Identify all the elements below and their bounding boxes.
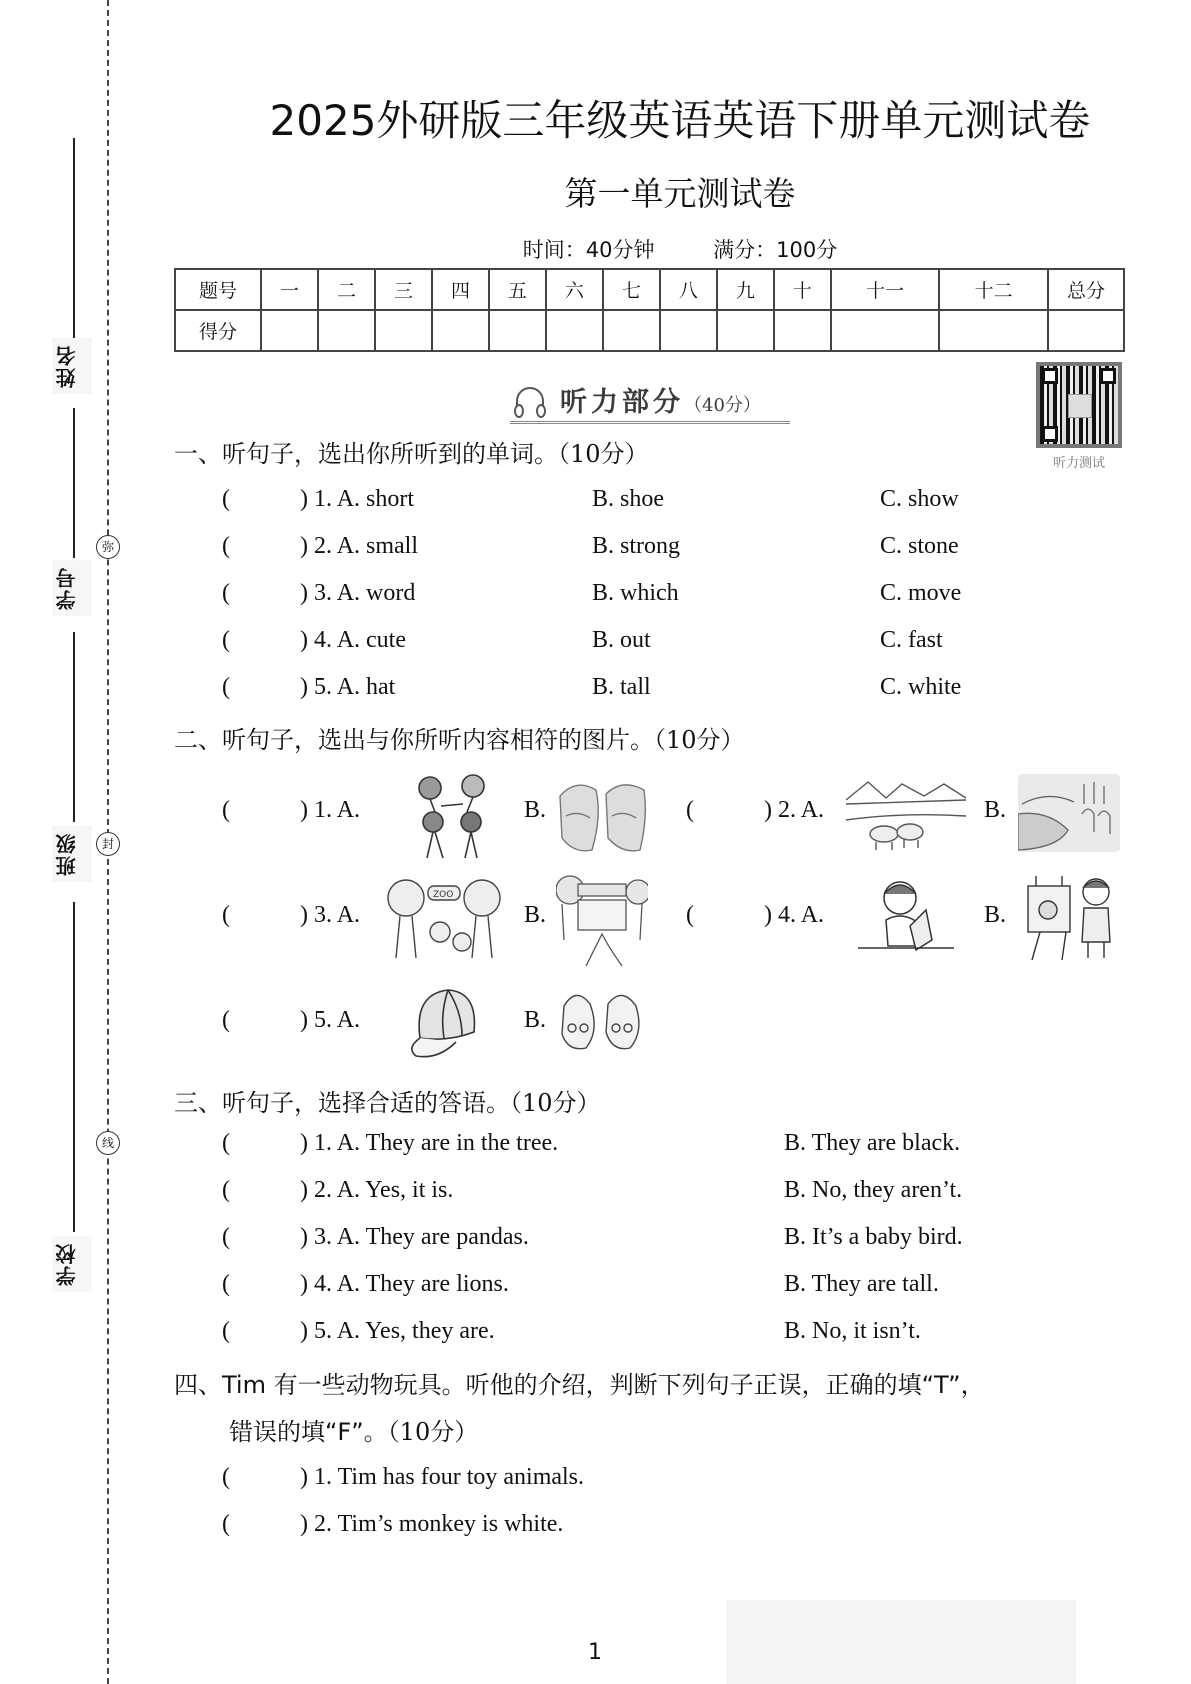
s1-item-2: ( ) 2. A. small B. strong C. stone bbox=[222, 533, 1082, 565]
score-col-10: 十 bbox=[774, 269, 831, 310]
seal-xian: 线 bbox=[96, 1131, 120, 1155]
qr-logo bbox=[1068, 394, 1092, 418]
s3-item-2: ( ) 2. A. Yes, it is. B. No, they aren’t. bbox=[222, 1177, 1082, 1209]
score-col-12: 十二 bbox=[939, 269, 1048, 310]
score-cell[interactable] bbox=[375, 310, 432, 351]
score-cell[interactable] bbox=[432, 310, 489, 351]
score-col-1: 一 bbox=[261, 269, 318, 310]
score-table-header-row bbox=[175, 269, 1124, 310]
s2-item-2: ( ) 2. A. B. bbox=[686, 797, 1086, 829]
answer-blank[interactable] bbox=[234, 580, 294, 610]
answer-blank[interactable] bbox=[234, 1271, 294, 1301]
picture-zoo-gate-animals[interactable] bbox=[386, 876, 502, 960]
banner-underline bbox=[510, 421, 790, 424]
picture-boy-reading[interactable] bbox=[856, 876, 956, 956]
score-col-4: 四 bbox=[432, 269, 489, 310]
score-cell[interactable] bbox=[489, 310, 546, 351]
picture-lion-dance[interactable] bbox=[556, 776, 648, 856]
class-field-label: 班级 bbox=[52, 826, 92, 882]
score-cell[interactable] bbox=[546, 310, 603, 351]
score-cell[interactable] bbox=[603, 310, 660, 351]
score-col-total: 总分 bbox=[1048, 269, 1124, 310]
picture-tiger-shoes[interactable] bbox=[556, 986, 648, 1052]
answer-blank[interactable] bbox=[698, 902, 758, 932]
score-table bbox=[174, 268, 1125, 352]
section-1-heading: 一、听句子，选出你所听到的单词。（10分） bbox=[174, 440, 649, 468]
answer-blank[interactable] bbox=[234, 1224, 294, 1254]
s2-item-4: ( ) 4. A. B. bbox=[686, 902, 1086, 934]
answer-blank[interactable] bbox=[234, 486, 294, 516]
headphones-icon bbox=[510, 384, 550, 420]
s3-item-5: ( ) 5. A. Yes, they are. B. No, it isn’t. bbox=[222, 1318, 1082, 1350]
qr-caption: 听力测试 bbox=[1052, 456, 1105, 471]
s3-item-3: ( ) 3. A. They are pandas. B. It’s a baby bird. bbox=[222, 1224, 1082, 1256]
score-header-label: 题号 bbox=[175, 269, 261, 310]
s2-item-5: ( ) 5. A. B. bbox=[222, 1007, 622, 1039]
score-cell[interactable] bbox=[318, 310, 375, 351]
s1-item-5: ( ) 5. A. hat B. tall C. white bbox=[222, 674, 1082, 706]
student-id-field-label: 学号 bbox=[52, 560, 92, 616]
s3-item-1: ( ) 1. A. They are in the tree. B. They are black. bbox=[222, 1130, 1082, 1162]
time-limit: 时间：40分钟 bbox=[522, 238, 655, 262]
score-table-score-row bbox=[175, 310, 1124, 351]
blank-patch bbox=[726, 1600, 1076, 1684]
student-id-field-line[interactable] bbox=[73, 632, 75, 822]
score-cell[interactable] bbox=[774, 310, 831, 351]
section-3-heading: 三、听句子，选择合适的答语。（10分） bbox=[174, 1089, 601, 1117]
score-col-5: 五 bbox=[489, 269, 546, 310]
document-title: 2025外研版三年级英语英语下册单元测试卷 bbox=[269, 96, 1091, 145]
s2-item-3: ( ) 3. A. B. bbox=[222, 902, 1152, 934]
answer-blank[interactable] bbox=[234, 1177, 294, 1207]
answer-blank[interactable] bbox=[234, 1130, 294, 1160]
s1-item-4: ( ) 4. A. cute B. out C. fast bbox=[222, 627, 1082, 659]
s4-item-1: ( ) 1. Tim has four toy animals. bbox=[222, 1464, 1082, 1496]
answer-blank[interactable] bbox=[698, 797, 758, 827]
score-cell[interactable] bbox=[660, 310, 717, 351]
seal-feng: 封 bbox=[96, 832, 120, 856]
exam-meta bbox=[180, 234, 1180, 264]
seal-mi: 弥 bbox=[96, 535, 120, 559]
score-row-label: 得分 bbox=[175, 310, 261, 351]
answer-blank[interactable] bbox=[234, 1318, 294, 1348]
full-score: 满分：100分 bbox=[713, 238, 838, 262]
answer-blank[interactable] bbox=[234, 533, 294, 563]
name-field-label: 姓名 bbox=[52, 338, 92, 394]
qr-code[interactable] bbox=[1036, 362, 1122, 448]
answer-blank[interactable] bbox=[234, 797, 294, 827]
picture-sheep-grassland[interactable] bbox=[844, 776, 968, 852]
school-field-label: 学校 bbox=[52, 1236, 92, 1292]
s4-item-2: ( ) 2. Tim’s monkey is white. bbox=[222, 1511, 1082, 1543]
class-field-line[interactable] bbox=[73, 902, 75, 1232]
section-2-heading: 二、听句子，选出与你所听内容相符的图片。（10分） bbox=[174, 726, 745, 754]
s2-item-1: ( ) 1. A. B. bbox=[222, 797, 1152, 829]
score-cell[interactable] bbox=[939, 310, 1048, 351]
score-cell-total[interactable] bbox=[1048, 310, 1124, 351]
picture-park-gate[interactable] bbox=[556, 870, 648, 966]
score-col-3: 三 bbox=[375, 269, 432, 310]
listening-section-points: （40分） bbox=[684, 395, 761, 416]
answer-blank[interactable] bbox=[234, 1464, 294, 1494]
score-cell[interactable] bbox=[717, 310, 774, 351]
score-cell[interactable] bbox=[261, 310, 318, 351]
score-cell[interactable] bbox=[831, 310, 940, 351]
score-col-8: 八 bbox=[660, 269, 717, 310]
page-number: 1 bbox=[588, 1640, 602, 1665]
answer-blank[interactable] bbox=[234, 674, 294, 704]
svg-text:ZOO: ZOO bbox=[433, 890, 454, 900]
student-id-field-line-top bbox=[73, 408, 75, 558]
section-4-heading-line2: 错误的填“F”。（10分） bbox=[229, 1418, 479, 1446]
s3-item-4: ( ) 4. A. They are lions. B. They are tall. bbox=[222, 1271, 1082, 1303]
s1-item-3: ( ) 3. A. word B. which C. move bbox=[222, 580, 1082, 612]
picture-boy-painting[interactable] bbox=[1022, 872, 1120, 962]
picture-children-dancing[interactable] bbox=[405, 770, 500, 862]
score-col-7: 七 bbox=[603, 269, 660, 310]
picture-horses-by-lake[interactable] bbox=[1018, 774, 1120, 852]
listening-section-banner bbox=[500, 380, 800, 422]
section-4-heading: 四、Tim 有一些动物玩具。听他的介绍，判断下列句子正误，正确的填“T”， bbox=[174, 1371, 985, 1399]
score-col-6: 六 bbox=[546, 269, 603, 310]
answer-blank[interactable] bbox=[234, 1511, 294, 1541]
picture-cap[interactable] bbox=[404, 984, 482, 1060]
listening-section-title: 听力部分（40分） bbox=[560, 387, 761, 418]
answer-blank[interactable] bbox=[234, 902, 294, 932]
name-field-line[interactable] bbox=[73, 138, 75, 338]
answer-blank[interactable] bbox=[234, 627, 294, 657]
answer-blank[interactable] bbox=[234, 1007, 294, 1037]
document-subtitle: 第一单元测试卷 bbox=[564, 174, 796, 213]
score-col-9: 九 bbox=[717, 269, 774, 310]
s1-item-1: ( ) 1. A. short B. shoe C. show bbox=[222, 486, 1082, 518]
score-col-2: 二 bbox=[318, 269, 375, 310]
score-col-11: 十一 bbox=[831, 269, 940, 310]
